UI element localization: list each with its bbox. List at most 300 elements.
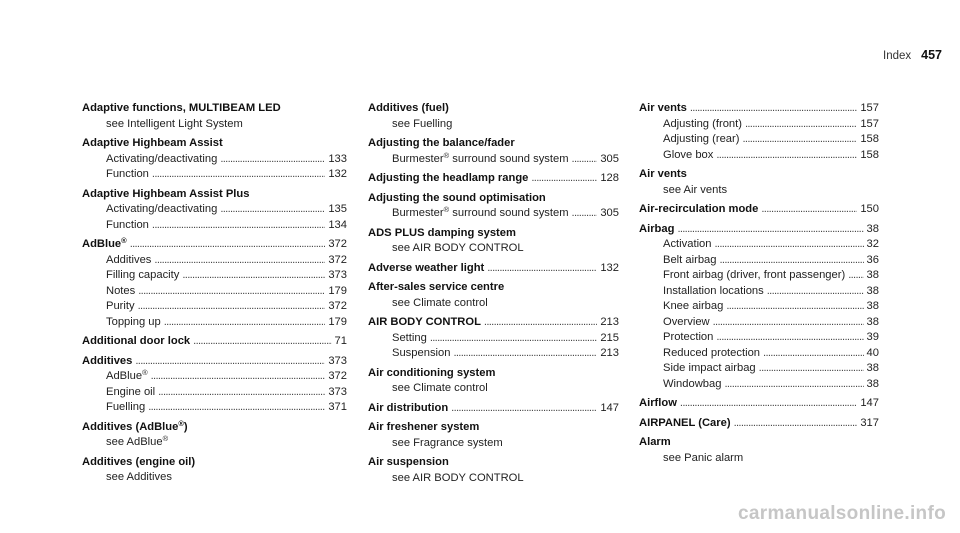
index-entry — [368, 401, 619, 417]
index-entry-heading — [368, 455, 619, 471]
entry-text-suffix: surround sound system — [449, 207, 569, 219]
dot-leader — [148, 400, 325, 416]
entry-label — [639, 416, 731, 432]
entry-label — [106, 268, 179, 284]
entry-label — [663, 299, 723, 315]
index-entry-heading[interactable] — [639, 202, 879, 218]
entry-text: Purity — [106, 300, 135, 312]
dot-leader — [742, 132, 857, 148]
index-entry — [368, 171, 619, 187]
entry-text: Overview — [663, 315, 710, 328]
index-entry — [82, 237, 347, 330]
entry-text: AIRPANEL (Care) — [639, 416, 731, 429]
page-reference[interactable]: 158 — [860, 133, 879, 145]
index-subentry[interactable] — [639, 237, 879, 253]
page-reference[interactable]: 135 — [328, 203, 347, 215]
entry-text: Air suspension — [368, 456, 449, 468]
index-entry — [639, 435, 879, 466]
index-entry-heading[interactable] — [82, 334, 347, 350]
entry-text: Reduced protection — [663, 346, 761, 359]
dot-leader — [680, 396, 857, 412]
entry-label — [106, 218, 149, 234]
entry-text: Adaptive Highbeam Assist Plus — [82, 187, 250, 200]
index-subentry[interactable] — [639, 284, 879, 300]
entry-text: Air distribution — [368, 401, 449, 414]
entry-text: Suspension — [392, 347, 451, 359]
entry-label — [663, 132, 739, 148]
index-label: Index — [883, 50, 912, 62]
entry-text: Adjusting the balance/fader — [368, 137, 515, 149]
dot-leader — [726, 299, 863, 315]
entry-text: Air vents — [639, 168, 687, 180]
index-entry — [82, 334, 347, 350]
entry-label — [106, 167, 149, 183]
index-subentry — [368, 117, 619, 133]
entry-label — [392, 436, 503, 452]
index-subentry[interactable] — [82, 253, 347, 269]
page-reference[interactable]: 38 — [866, 300, 879, 312]
page-reference[interactable]: 134 — [328, 218, 347, 231]
index-entry — [368, 455, 619, 486]
index-entry — [639, 222, 879, 393]
entry-text: After-sales service centre — [368, 281, 505, 293]
index-entry — [368, 226, 619, 257]
entry-text: see Panic alarm — [663, 451, 744, 464]
dot-leader — [487, 261, 597, 277]
page-reference[interactable]: 147 — [600, 401, 619, 414]
index-entry — [639, 202, 879, 218]
entry-text: ADS PLUS damping system — [368, 226, 516, 239]
entry-label — [368, 226, 516, 242]
index-entry — [368, 366, 619, 397]
entry-label — [82, 237, 127, 253]
index-subentry[interactable] — [639, 132, 879, 148]
entry-text: Additives (engine oil) — [82, 455, 196, 468]
entry-label — [106, 253, 151, 269]
entry-text: see Air vents — [663, 183, 728, 196]
dot-leader — [677, 222, 863, 238]
index-entry-heading — [368, 191, 619, 207]
entry-label — [106, 152, 217, 168]
index-subentry[interactable] — [368, 206, 619, 222]
entry-label — [663, 268, 845, 284]
page-reference[interactable]: 372 — [328, 238, 347, 250]
index-entry — [639, 167, 879, 198]
entry-text: Adaptive Highbeam Assist — [82, 137, 223, 149]
page-reference[interactable]: 213 — [600, 347, 619, 359]
entry-label — [82, 455, 195, 471]
index-subentry[interactable] — [639, 148, 879, 164]
index-subentry — [368, 436, 619, 452]
index-entry-heading — [368, 366, 619, 382]
page-reference[interactable]: 40 — [866, 346, 879, 359]
index-entry-heading[interactable] — [368, 261, 619, 277]
entry-label — [663, 330, 713, 346]
index-subentry[interactable] — [639, 361, 879, 377]
dot-leader — [138, 299, 326, 315]
registered-mark: ® — [443, 150, 450, 160]
entry-label — [106, 284, 135, 300]
index-subentry — [368, 381, 619, 397]
entry-text: Engine oil — [106, 385, 156, 398]
entry-text: Airflow — [639, 397, 677, 409]
entry-text: Function — [106, 168, 149, 180]
index-subentry[interactable] — [82, 167, 347, 183]
dot-leader — [745, 117, 857, 133]
entry-text: Adjusting (rear) — [663, 133, 740, 145]
dot-leader — [220, 152, 325, 168]
page-reference[interactable]: 179 — [328, 284, 347, 297]
index-subentry[interactable] — [82, 315, 347, 331]
index-entry-heading — [639, 167, 879, 183]
index-entry-heading — [82, 455, 347, 471]
dot-leader — [430, 331, 597, 347]
entry-label — [82, 101, 281, 117]
entry-text: Belt airbag — [663, 253, 717, 266]
dot-leader — [182, 268, 325, 284]
index-subentry[interactable] — [368, 331, 619, 347]
page-reference[interactable]: 157 — [860, 102, 879, 114]
index-subentry[interactable] — [639, 330, 879, 346]
index-subentry[interactable] — [82, 400, 347, 416]
index-entry — [82, 187, 347, 234]
entry-label — [663, 451, 743, 467]
page-reference[interactable]: 38 — [866, 269, 879, 281]
page-reference[interactable]: 147 — [860, 397, 879, 409]
entry-label — [663, 148, 713, 164]
page-reference[interactable]: 38 — [866, 222, 879, 235]
dot-leader — [154, 253, 325, 269]
entry-text: Installation locations — [663, 284, 764, 297]
entry-text: Adaptive functions, MULTIBEAM LED — [82, 102, 281, 114]
entry-label — [106, 369, 148, 385]
entry-text: Adverse weather light — [368, 261, 485, 274]
index-entry-heading[interactable] — [368, 171, 619, 187]
entry-text: Glove box — [663, 148, 714, 161]
entry-text: AdBlue — [82, 238, 122, 250]
entry-label — [82, 136, 223, 152]
dot-leader — [716, 330, 863, 346]
index-subentry[interactable] — [639, 299, 879, 315]
entry-label — [392, 117, 452, 133]
index-entry — [368, 420, 619, 451]
page-reference[interactable]: 372 — [328, 300, 347, 312]
page-reference[interactable]: 371 — [328, 401, 347, 413]
index-subentry — [82, 470, 347, 486]
entry-text: Side impact airbag — [663, 362, 756, 374]
entry-text: Topping up — [106, 315, 161, 328]
index-subentry[interactable] — [82, 152, 347, 168]
entry-text: Activation — [663, 238, 712, 250]
page-reference[interactable]: 213 — [600, 316, 619, 328]
entry-label — [663, 377, 721, 393]
entry-label — [663, 315, 710, 331]
entry-label — [106, 470, 172, 486]
page-reference[interactable]: 373 — [328, 269, 347, 281]
page-reference[interactable]: 38 — [866, 377, 879, 390]
index-entry-heading — [368, 136, 619, 152]
entry-label — [368, 420, 479, 436]
index-entry-heading — [639, 435, 879, 451]
dot-leader — [734, 416, 858, 432]
entry-text: see Fragrance system — [392, 436, 503, 449]
index-subentry[interactable] — [82, 385, 347, 401]
entry-label — [392, 296, 488, 312]
entry-text: see Fuelling — [392, 117, 453, 130]
registered-mark: ® — [443, 205, 450, 214]
page-reference[interactable]: 372 — [328, 253, 347, 266]
dot-leader — [716, 148, 857, 164]
registered-mark: ® — [142, 368, 148, 377]
index-entry — [82, 455, 347, 486]
index-entry-heading — [82, 420, 347, 436]
index-entry-heading[interactable] — [368, 315, 619, 331]
entry-label — [392, 241, 524, 257]
index-entry — [82, 420, 347, 451]
index-subentry[interactable] — [82, 299, 347, 315]
index-column-2 — [368, 101, 619, 490]
entry-text: Notes — [106, 284, 136, 297]
index-entry-heading — [368, 280, 619, 296]
index-entry-heading[interactable] — [82, 237, 347, 253]
entry-text: AIR BODY CONTROL — [368, 316, 481, 328]
entry-text-suffix: ) — [183, 420, 188, 433]
page-reference[interactable]: 132 — [600, 261, 619, 274]
registered-mark: ® — [178, 418, 184, 428]
index-subentry[interactable] — [639, 268, 879, 284]
index-entry — [368, 136, 619, 167]
entry-text: Activating/deactivating — [106, 203, 218, 215]
page-reference[interactable]: 305 — [600, 152, 619, 165]
entry-text: Additives (fuel) — [368, 102, 449, 114]
entry-text: Setting — [392, 331, 427, 344]
dot-leader — [767, 284, 864, 300]
page-reference[interactable]: 372 — [328, 370, 347, 382]
page-reference[interactable]: 305 — [600, 207, 619, 219]
entry-text: see Climate control — [392, 382, 488, 394]
index-entry — [368, 101, 619, 132]
entry-text: Burmester — [392, 207, 444, 219]
entry-label — [392, 346, 450, 362]
index-entry-heading[interactable] — [82, 354, 347, 370]
index-subentry[interactable] — [639, 253, 879, 269]
dot-leader — [130, 237, 326, 253]
index-entry — [82, 354, 347, 416]
entry-label — [639, 222, 674, 238]
page-reference[interactable]: 36 — [866, 253, 879, 266]
entry-label — [392, 206, 569, 222]
entry-text-suffix: surround sound system — [449, 152, 569, 165]
entry-text: Adjusting (front) — [663, 117, 742, 130]
entry-label — [106, 299, 135, 315]
entry-label — [368, 261, 484, 277]
dot-leader — [135, 354, 325, 370]
entry-text: Filling capacity — [106, 269, 180, 281]
page-reference[interactable]: 132 — [328, 168, 347, 180]
index-subentry[interactable] — [639, 315, 879, 331]
entry-label — [392, 331, 427, 347]
entry-label — [639, 396, 677, 412]
dot-leader — [152, 167, 325, 183]
entry-label — [663, 117, 742, 133]
entry-label — [663, 361, 756, 377]
registered-mark: ® — [162, 434, 169, 443]
page-reference[interactable]: 71 — [334, 335, 347, 347]
dot-leader — [138, 284, 325, 300]
dot-leader — [531, 171, 597, 187]
page-reference[interactable]: 157 — [860, 117, 879, 130]
entry-label — [106, 117, 243, 133]
entry-text: Air freshener system — [368, 421, 480, 433]
dot-leader — [761, 202, 857, 218]
dot-leader — [193, 334, 331, 350]
index-entry — [639, 101, 879, 163]
index-entry-heading[interactable] — [368, 401, 619, 417]
index-column-1 — [82, 101, 347, 490]
entry-label — [82, 334, 190, 350]
index-entry-heading — [368, 101, 619, 117]
index-subentry — [368, 296, 619, 312]
entry-text: Additives (AdBlue — [82, 420, 179, 433]
entry-label — [639, 202, 758, 218]
index-subentry — [368, 241, 619, 257]
dot-leader — [453, 346, 597, 362]
page-reference[interactable]: 38 — [866, 284, 879, 297]
dot-leader — [759, 361, 864, 377]
index-entry-heading[interactable] — [639, 396, 879, 412]
page-reference[interactable]: 128 — [600, 172, 619, 184]
entry-text: Additives — [106, 253, 152, 266]
entry-label — [106, 435, 168, 451]
index-entry-heading[interactable] — [639, 222, 879, 238]
page-reference[interactable]: 133 — [328, 152, 347, 165]
entry-text: see Climate control — [392, 296, 488, 309]
entry-text: Air-recirculation mode — [639, 203, 759, 215]
entry-label — [663, 253, 717, 269]
entry-label — [663, 183, 727, 199]
dot-leader — [451, 401, 597, 417]
index-subentry[interactable] — [639, 377, 879, 393]
dot-leader — [713, 315, 864, 331]
index-entry — [368, 261, 619, 277]
entry-text: Adjusting the headlamp range — [368, 172, 529, 184]
dot-leader — [572, 206, 598, 222]
entry-label — [368, 136, 515, 152]
page-reference[interactable]: 38 — [866, 315, 879, 328]
page-header — [883, 48, 942, 62]
entry-label — [368, 401, 448, 417]
index-entry — [82, 101, 347, 132]
index-subentry[interactable] — [82, 369, 347, 385]
dot-leader — [572, 152, 598, 168]
dot-leader — [220, 202, 325, 218]
index-entry — [368, 315, 619, 362]
page-reference[interactable]: 150 — [860, 203, 879, 215]
index-subentry[interactable] — [639, 117, 879, 133]
index-subentry — [639, 451, 879, 467]
page-reference[interactable]: 39 — [866, 331, 879, 343]
registered-mark: ® — [121, 236, 127, 245]
dot-leader — [715, 237, 864, 253]
index-entry — [368, 280, 619, 311]
index-entry-heading — [368, 226, 619, 242]
index-entry — [368, 191, 619, 222]
dot-leader — [720, 253, 864, 269]
index-entry — [639, 416, 879, 432]
entry-label — [639, 101, 687, 117]
dot-leader — [763, 346, 864, 362]
index-entry-heading[interactable] — [639, 101, 879, 117]
entry-text: see AIR BODY CONTROL — [392, 242, 524, 254]
index-subentry[interactable] — [639, 346, 879, 362]
entry-label — [663, 284, 764, 300]
index-entry — [639, 396, 879, 412]
entry-label — [392, 471, 524, 487]
entry-label — [368, 171, 528, 187]
entry-text: Protection — [663, 331, 714, 343]
page-reference[interactable]: 32 — [866, 238, 879, 250]
entry-label — [663, 346, 760, 362]
page-reference[interactable]: 179 — [328, 315, 347, 328]
page-reference[interactable]: 317 — [860, 416, 879, 429]
entry-label — [106, 400, 145, 416]
index-subentry[interactable] — [82, 218, 347, 234]
entry-text: see AdBlue — [106, 436, 163, 448]
entry-label — [106, 385, 155, 401]
index-entry-heading[interactable] — [639, 416, 879, 432]
dot-leader — [158, 385, 325, 401]
entry-text: Front airbag (driver, front passenger) — [663, 269, 846, 281]
index-subentry — [639, 183, 879, 199]
index-subentry[interactable] — [82, 202, 347, 218]
index-subentry[interactable] — [82, 268, 347, 284]
entry-label — [82, 354, 132, 370]
page-reference[interactable]: 38 — [866, 362, 879, 374]
dot-leader — [848, 268, 863, 284]
dot-leader — [690, 101, 857, 117]
index-column-3 — [639, 101, 879, 470]
entry-label — [392, 152, 569, 168]
index-entry-heading — [82, 101, 347, 117]
entry-label — [368, 280, 504, 296]
entry-label — [106, 202, 217, 218]
page-reference[interactable]: 215 — [600, 331, 619, 344]
entry-text: see Additives — [106, 471, 172, 483]
entry-label — [392, 381, 488, 397]
entry-text: Additional door lock — [82, 335, 191, 347]
entry-text: see Intelligent Light System — [106, 117, 243, 130]
entry-text: see AIR BODY CONTROL — [392, 471, 524, 484]
dot-leader — [164, 315, 326, 331]
entry-text: Burmester — [392, 152, 444, 165]
watermark: carmanualsonline.info — [738, 503, 946, 524]
page-reference[interactable]: 373 — [328, 385, 347, 398]
index-subentry[interactable] — [82, 284, 347, 300]
entry-text: Windowbag — [663, 377, 722, 390]
entry-label — [106, 315, 161, 331]
index-subentry — [82, 435, 347, 451]
entry-label — [368, 101, 449, 117]
index-entry-heading — [82, 136, 347, 152]
index-entry-heading — [368, 420, 619, 436]
index-subentry[interactable] — [368, 152, 619, 168]
page-reference[interactable]: 158 — [860, 148, 879, 161]
index-subentry[interactable] — [368, 346, 619, 362]
entry-label — [639, 435, 671, 451]
page-reference[interactable]: 373 — [328, 354, 347, 367]
entry-text: Knee airbag — [663, 300, 724, 312]
entry-label — [368, 191, 546, 207]
